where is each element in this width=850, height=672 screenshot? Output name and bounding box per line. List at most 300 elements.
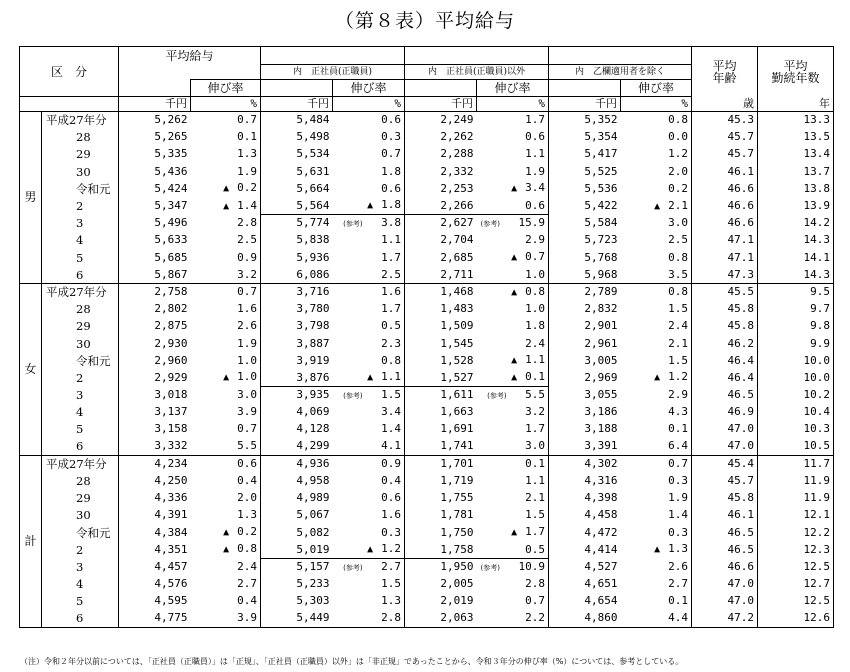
nonregular-growth-value: 1.7 [525,422,546,436]
avg-age-value: 46.4 [692,352,758,369]
year-label: 4 [42,404,119,421]
excl-otsu-growth [621,490,692,507]
excl-otsu-value: 4,651 [584,577,618,591]
ref-label: (参考) [480,564,500,573]
nonregular-value: 1,755 [440,491,474,505]
negative-triangle-icon: ▲ [654,544,661,556]
regular-growth-value: 0.7 [381,147,402,161]
excl-otsu-growth-value: 0.8 [668,250,689,264]
header-blank-4 [549,80,621,97]
excl-otsu-value: 5,354 [584,130,618,144]
avg-salary-growth [191,507,261,524]
avg-tenure-value: 10.2 [758,387,834,404]
table-row [20,558,834,575]
regular-growth [333,387,405,404]
avg-age-value: 45.7 [692,146,758,163]
nonregular-growth-value: 15.9 [518,216,546,230]
avg-salary-value: 2,802 [154,302,188,316]
excl-otsu-growth-value: 1.4 [668,508,689,522]
avg-tenure-value: 14.2 [758,215,834,232]
avg-salary-growth-value: 1.3 [237,508,258,522]
regular-growth [333,283,405,300]
header-nonregular: 内 正社員(正職員)以外 [405,65,549,80]
nonregular-growth-value: 0.5 [525,542,546,556]
table-row [20,318,834,335]
header-avg-tenure: 平均 勤続年数 [758,47,834,97]
avg-salary-value: 3,158 [154,422,188,436]
avg-tenure-value: 9.7 [758,301,834,318]
excl-otsu-growth [621,163,692,180]
regular-growth-value: 1.7 [381,250,402,264]
regular-growth-value: 2.8 [381,611,402,625]
excl-otsu-value: 5,525 [584,164,618,178]
nonregular-growth [477,387,549,404]
avg-age-value: 45.3 [692,112,758,129]
nonregular-growth-value: 3.0 [525,439,546,453]
header-growth-2: 伸び率 [333,80,405,97]
excl-otsu-growth-value: 4.3 [668,405,689,419]
excl-otsu-growth [621,249,692,266]
avg-tenure-value: 9.5 [758,283,834,300]
avg-salary-growth-value: 0.7 [237,113,258,127]
nonregular-growth [477,146,549,163]
regular-growth-value: 1.6 [381,285,402,299]
nonregular-value: 1,528 [440,353,474,367]
table-row [20,249,834,266]
year-label: 3 [42,215,119,232]
regular-growth [333,180,405,197]
avg-age-value: 46.1 [692,507,758,524]
avg-age-value: 45.5 [692,283,758,300]
table-row [20,352,834,369]
avg-age-value: 46.4 [692,369,758,386]
year-label: 2 [42,369,119,386]
nonregular-growth-value: 2.8 [525,577,546,591]
avg-salary-growth [191,524,261,541]
negative-triangle-icon: ▲ [367,544,374,556]
nonregular-growth [477,421,549,438]
avg-salary-value: 2,960 [154,353,188,367]
avg-tenure-value: 13.5 [758,129,834,146]
nonregular-growth [477,541,549,558]
regular-value: 4,989 [296,491,330,505]
excl-otsu-growth-value: 0.3 [668,525,689,539]
excl-otsu-growth [621,283,692,300]
table-row [20,180,834,197]
year-label: 30 [42,163,119,180]
table-row [20,112,834,129]
avg-salary-value: 2,929 [154,370,188,384]
excl-otsu-value: 3,005 [584,353,618,367]
nonregular-value: 1,611 [405,387,477,404]
nonregular-value: 2,019 [440,594,474,608]
avg-tenure-value: 10.0 [758,369,834,386]
excl-otsu-value: 4,414 [584,542,618,556]
nonregular-value: 1,950 [405,558,477,575]
avg-salary-growth-value: 2.5 [237,233,258,247]
avg-salary-growth-value: 1.3 [237,147,258,161]
nonregular-growth-value: 1.1 [525,474,546,488]
unit-senyen: 千円 [549,97,621,112]
header-avg-salary: 平均給与 [119,47,261,65]
header-regular: 内 正社員(正職員) [261,65,405,80]
avg-salary-value: 5,424 [154,181,188,195]
nonregular-growth-value: 0.6 [525,130,546,144]
regular-growth-value: 1.3 [381,594,402,608]
avg-salary-growth [191,197,261,214]
avg-salary-value: 2,758 [119,283,191,300]
excl-otsu-growth [621,197,692,214]
regular-value: 5,082 [296,525,330,539]
avg-salary-growth-value: 0.4 [237,474,258,488]
nonregular-growth [477,249,549,266]
nonregular-value: 2,262 [440,130,474,144]
regular-growth-value: 3.8 [381,216,402,230]
ref-label: (参考) [343,220,363,229]
regular-growth-value: 0.6 [381,113,402,127]
excl-otsu-value: 4,398 [584,491,618,505]
avg-salary-value: 5,685 [154,250,188,264]
table-row [20,507,834,524]
regular-growth-value: 1.6 [381,508,402,522]
table-row [20,163,834,180]
avg-salary-growth-value: 1.0 [237,370,258,384]
regular-growth [333,301,405,318]
avg-tenure-value: 14.1 [758,249,834,266]
avg-age-value: 45.7 [692,129,758,146]
avg-salary-value: 4,250 [154,474,188,488]
excl-otsu-growth-value: 3.5 [668,267,689,281]
regular-growth [333,576,405,593]
salary-table [19,46,834,628]
unit-senyen: 千円 [405,97,477,112]
avg-age-value: 46.9 [692,404,758,421]
regular-value: 4,299 [296,439,330,453]
avg-salary-value: 2,875 [154,319,188,333]
regular-growth-value: 3.4 [381,405,402,419]
excl-otsu-value: 2,969 [584,370,618,384]
regular-value: 5,564 [296,198,330,212]
avg-salary-value: 5,867 [154,267,188,281]
negative-triangle-icon: ▲ [223,200,230,212]
header-avg-age: 平均 年齢 [692,47,758,97]
avg-salary-growth [191,129,261,146]
avg-salary-value: 5,335 [154,147,188,161]
excl-otsu-growth-value: 0.2 [668,181,689,195]
excl-otsu-growth [621,112,692,129]
excl-otsu-value: 2,832 [584,302,618,316]
nonregular-value: 1,701 [405,455,477,472]
excl-otsu-growth-value: 0.3 [668,474,689,488]
nonregular-value: 2,063 [405,610,477,627]
avg-salary-growth-value: 1.9 [237,164,258,178]
nonregular-growth [477,490,549,507]
avg-salary-growth-value: 0.7 [237,285,258,299]
table-row [20,524,834,541]
negative-triangle-icon: ▲ [511,372,518,384]
nonregular-value: 2,288 [440,147,474,161]
regular-value: 5,936 [296,250,330,264]
excl-otsu-growth [621,369,692,386]
nonregular-value: 1,758 [440,542,474,556]
regular-growth-value: 1.1 [381,233,402,247]
avg-salary-growth-value: 3.9 [237,611,258,625]
regular-value: 3,716 [261,283,333,300]
nonregular-value: 1,468 [405,283,477,300]
avg-salary-growth [191,318,261,335]
avg-tenure-value: 12.6 [758,610,834,627]
regular-growth [333,352,405,369]
excl-otsu-growth [621,558,692,575]
avg-salary-value: 5,633 [154,233,188,247]
avg-age-value: 46.6 [692,180,758,197]
nonregular-growth [477,610,549,627]
regular-growth [333,318,405,335]
avg-tenure-value: 13.8 [758,180,834,197]
excl-otsu-growth-value: 1.2 [668,147,689,161]
header-growth-3: 伸び率 [477,80,549,97]
avg-tenure-value: 11.9 [758,490,834,507]
excl-otsu-value: 2,901 [584,319,618,333]
avg-age-value: 47.0 [692,421,758,438]
excl-otsu-value: 2,961 [584,336,618,350]
avg-salary-growth [191,541,261,558]
nonregular-growth-value: 1.7 [525,113,546,127]
avg-age-value: 47.3 [692,266,758,283]
avg-salary-growth-value: 1.4 [237,198,258,212]
negative-triangle-icon: ▲ [511,527,518,539]
negative-triangle-icon: ▲ [654,200,661,212]
nonregular-growth [477,335,549,352]
nonregular-growth [477,593,549,610]
nonregular-growth [477,232,549,249]
avg-salary-value: 5,496 [154,216,188,230]
regular-growth [333,558,405,575]
nonregular-value: 1,691 [440,422,474,436]
avg-tenure-value: 9.9 [758,335,834,352]
year-label: 5 [42,421,119,438]
avg-salary-value: 5,262 [119,112,191,129]
avg-tenure-value: 11.9 [758,472,834,489]
regular-growth [333,163,405,180]
excl-otsu-growth-value: 0.1 [668,422,689,436]
excl-otsu-growth [621,301,692,318]
regular-growth [333,490,405,507]
avg-salary-growth-value: 2.8 [237,216,258,230]
avg-salary-growth-value: 1.9 [237,336,258,350]
unit-senyen: 千円 [119,97,191,112]
table-row [20,232,834,249]
avg-salary-growth-value: 0.1 [237,130,258,144]
regular-value: 6,086 [296,267,330,281]
header-growth-4: 伸び率 [621,80,692,97]
table-row [20,301,834,318]
regular-growth [333,335,405,352]
avg-salary-growth [191,610,261,627]
excl-otsu-value: 3,188 [584,422,618,436]
nonregular-growth-value: 3.4 [525,181,546,195]
year-label: 6 [42,438,119,455]
avg-salary-growth [191,163,261,180]
negative-triangle-icon: ▲ [367,372,374,384]
excl-otsu-growth-value: 1.5 [668,302,689,316]
regular-growth [333,472,405,489]
avg-tenure-value: 14.3 [758,232,834,249]
regular-growth [333,266,405,283]
unit-percent: % [477,97,549,112]
regular-value: 3,935 [261,387,333,404]
regular-growth-value: 2.7 [381,560,402,574]
avg-salary-growth [191,421,261,438]
regular-value: 5,233 [296,577,330,591]
regular-value: 3,876 [296,370,330,384]
regular-growth [333,404,405,421]
nonregular-growth-value: 0.7 [525,594,546,608]
regular-growth-value: 2.5 [381,267,402,281]
avg-salary-growth [191,472,261,489]
excl-otsu-growth-value: 0.8 [668,285,689,299]
regular-growth-value: 1.1 [381,370,402,384]
excl-otsu-value: 5,968 [584,267,618,281]
excl-otsu-value: 4,527 [584,559,618,573]
excl-otsu-value: 3,055 [584,388,618,402]
regular-growth [333,215,405,232]
regular-growth-value: 1.8 [381,198,402,212]
nonregular-growth-value: 0.1 [525,370,546,384]
excl-otsu-value: 4,302 [549,455,621,472]
nonregular-value: 1,527 [440,370,474,384]
year-label: 29 [42,318,119,335]
avg-tenure-value: 13.7 [758,163,834,180]
avg-salary-value: 3,018 [154,388,188,402]
regular-value: 3,780 [296,302,330,316]
avg-salary-growth [191,593,261,610]
avg-salary-growth [191,558,261,575]
excl-otsu-growth-value: 6.4 [668,439,689,453]
year-label: 平成27年分 [42,283,119,300]
avg-tenure-value: 12.7 [758,576,834,593]
avg-tenure-value: 12.1 [758,507,834,524]
nonregular-growth [477,558,549,575]
nonregular-value: 1,509 [440,319,474,333]
nonregular-growth [477,352,549,369]
excl-otsu-growth-value: 2.1 [668,336,689,350]
header-blank-2 [261,80,333,97]
nonregular-value: 1,545 [440,336,474,350]
table-row [20,438,834,455]
year-label: 4 [42,232,119,249]
nonregular-growth-value: 1.1 [525,353,546,367]
excl-otsu-value: 4,654 [584,594,618,608]
avg-age-value: 46.1 [692,163,758,180]
table-row [20,490,834,507]
avg-salary-growth-value: 0.6 [237,457,258,471]
regular-growth-value: 0.3 [381,130,402,144]
table-row [20,593,834,610]
excl-otsu-growth [621,455,692,472]
excl-otsu-growth [621,610,692,627]
nonregular-growth-value: 1.0 [525,302,546,316]
negative-triangle-icon: ▲ [223,183,230,195]
nonregular-value: 2,711 [440,267,474,281]
year-label: 平成27年分 [42,112,119,129]
year-label: 令和元 [42,180,119,197]
year-label: 3 [42,558,119,575]
avg-salary-growth [191,369,261,386]
avg-tenure-value: 12.3 [758,541,834,558]
avg-age-value: 45.7 [692,472,758,489]
nonregular-growth [477,404,549,421]
regular-growth [333,421,405,438]
avg-salary-value: 5,347 [154,199,188,213]
nonregular-growth-value: 0.6 [525,198,546,212]
avg-salary-growth-value: 2.6 [237,319,258,333]
regular-growth [333,438,405,455]
year-label: 6 [42,610,119,627]
nonregular-growth-value: 1.8 [525,319,546,333]
nonregular-value: 2,685 [440,250,474,264]
negative-triangle-icon: ▲ [223,544,230,556]
excl-otsu-growth [621,593,692,610]
avg-salary-growth [191,146,261,163]
avg-salary-growth [191,352,261,369]
avg-salary-growth [191,232,261,249]
negative-triangle-icon: ▲ [511,355,518,367]
regular-growth [333,610,405,627]
avg-age-value: 46.6 [692,197,758,214]
excl-otsu-growth-value: 0.1 [668,594,689,608]
excl-otsu-value: 5,422 [584,199,618,213]
excl-otsu-value: 5,352 [549,112,621,129]
avg-age-value: 46.6 [692,558,758,575]
avg-age-value: 45.8 [692,318,758,335]
avg-salary-growth [191,112,261,129]
regular-growth-value: 4.1 [381,439,402,453]
excl-otsu-growth [621,404,692,421]
nonregular-value: 1,750 [440,525,474,539]
avg-salary-growth [191,215,261,232]
header-gap [119,65,261,80]
excl-otsu-value: 5,584 [584,216,618,230]
excl-otsu-growth-value: 2.1 [668,198,689,212]
excl-otsu-growth [621,472,692,489]
nonregular-growth-value: 2.2 [525,611,546,625]
table-row [20,576,834,593]
regular-value: 5,303 [296,594,330,608]
avg-tenure-value: 13.4 [758,146,834,163]
header-blank-3 [405,80,477,97]
excl-otsu-value: 4,458 [584,508,618,522]
excl-otsu-growth-value: 0.0 [668,130,689,144]
avg-tenure-value: 12.5 [758,558,834,575]
avg-tenure-value: 14.3 [758,266,834,283]
avg-tenure-value: 10.3 [758,421,834,438]
table-row [20,472,834,489]
excl-otsu-growth-value: 2.9 [668,388,689,402]
year-label: 3 [42,387,119,404]
avg-salary-growth-value: 0.9 [237,250,258,264]
avg-tenure-value: 9.8 [758,318,834,335]
header-blank-1 [119,80,191,97]
excl-otsu-growth-value: 1.3 [668,542,689,556]
negative-triangle-icon: ▲ [511,286,518,298]
regular-growth [333,146,405,163]
nonregular-growth [477,129,549,146]
ref-label: (参考) [480,220,500,229]
ref-label: (参考) [343,564,363,573]
nonregular-value: 2,266 [440,198,474,212]
excl-otsu-growth-value: 1.9 [668,491,689,505]
